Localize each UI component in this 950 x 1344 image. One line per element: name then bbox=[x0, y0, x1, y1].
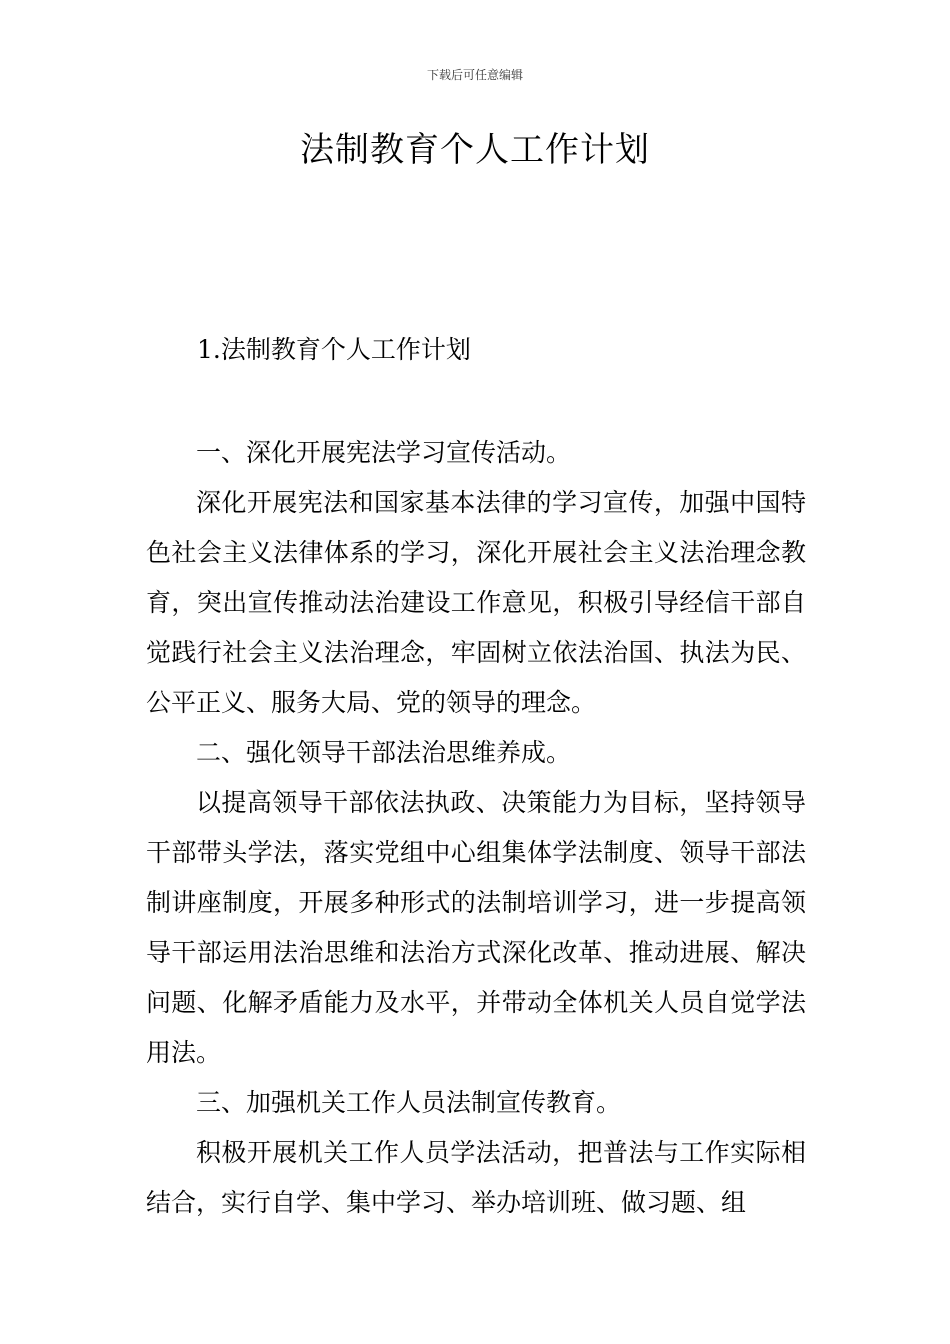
paragraph-2: 以提高领导干部依法执政、决策能力为目标，坚持领导干部带头学法，落实党组中心组集体学法制度、领导干部法制讲座制度，开展多种形式的法制培训学习，进一步提高领导干部运用法治思维和法治方式深化改革、推动进展、解决问题、化解矛盾能力及水平，并带动全体机关人员自觉学法用法。 bbox=[146, 788, 806, 1067]
paragraph-1: 深化开展宪法和国家基本法律的学习宣传，加强中国特色社会主义法律体系的学习，深化开展社会主义法治理念教育，突出宣传推动法治建设工作意见，积极引导经信干部自觉践行社会主义法治理念，牢固树立依法治国、执法为民、公平正义、服务大局、党的领导的理念。 bbox=[146, 488, 806, 717]
section-subheading: 1.法制教育个人工作计划 bbox=[197, 335, 471, 364]
section-heading-3: 三、加强机关工作人员法制宣传教育。 bbox=[196, 1088, 622, 1117]
section-heading-1: 一、深化开展宪法学习宣传活动。 bbox=[196, 438, 572, 467]
paragraph-3: 积极开展机关工作人员学法活动，把普法与工作实际相结合，实行自学、集中学习、举办培训班、做习题、组 bbox=[146, 1138, 806, 1217]
section-heading-2: 二、强化领导干部法治思维养成。 bbox=[196, 738, 572, 767]
document-title: 法制教育个人工作计划 bbox=[300, 130, 650, 170]
body-text bbox=[146, 428, 806, 1228]
header-note: 下载后可任意编辑 bbox=[426, 68, 523, 82]
